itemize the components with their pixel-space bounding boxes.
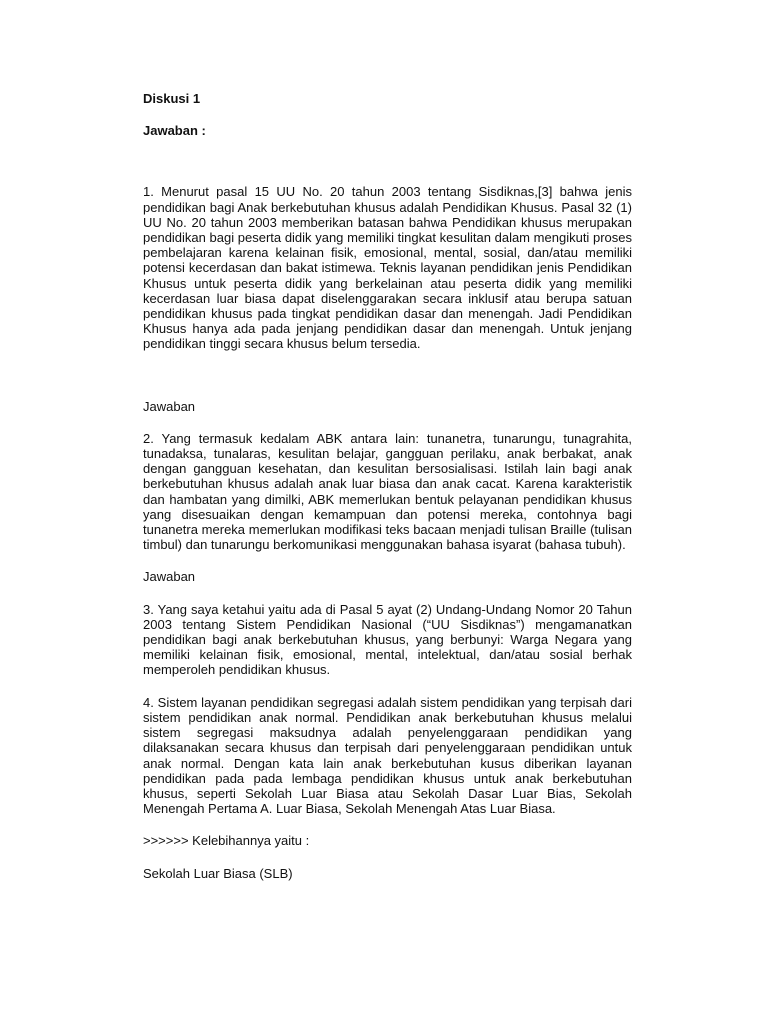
paragraph-answer-4: 4. Sistem layanan pendidikan segregasi adalah sistem pendidikan yang terpisah dari sistem pendidikan anak normal. Pendidikan anak berkebutuhan khusus melalui sistem segregasi maksudnya adalah penyelenggaraan pendidikan yang dilaksanakan secara khusus dan terpisah dari penyelenggaraan pendidikan untuk anak normal. Dengan kata lain anak berkebutuhan kusus diberikan layanan pendidikan pada pada lembaga pendidikan khusus untuk anak berkebutuhan khusus, seperti Sekolah Luar Biasa atau Sekolah Dasar Luar Bias, Sekolah Menengah Pertama A. Luar Biasa, Sekolah Menengah Atas Luar Biasa. bbox=[143, 694, 632, 817]
answer-heading: Jawaban : bbox=[143, 123, 206, 139]
spacer bbox=[143, 816, 632, 833]
spacer bbox=[143, 585, 632, 602]
paragraph-answer-1: 1. Menurut pasal 15 UU No. 20 tahun 2003 tentang Sisdiknas,[3] bahwa jenis pendidikan bagi Anak berkebutuhan khusus adalah Pendidikan Khusus. Pasal 32 (1) UU No. 20 tahun 2003 memberikan batasan bahwa Pendidikan khusus merupakan pendidikan bagi peserta didik yang memiliki tingkat kesulitan dalam mengikuti proses pembelajaran karena kelainan fisik, emosional, mental, sosial, dan/atau memiliki potensi kecerdasan dan bakat istimewa. Teknis layanan pendidikan jenis Pendidikan Khusus untuk peserta didik yang berkelainan atau peserta didik yang memiliki kecerdasan luar biasa dapat diselenggarakan secara inklusif atau berupa satuan pendidikan khusus pada tingkat pendidikan dasar dan menengah. Jadi Pendidikan Khusus hanya ada pada jenjang pendidikan dasar dan menengah. Untuk jenjang pendidikan tinggi secara khusus belum tersedia. bbox=[143, 184, 632, 352]
spacer bbox=[143, 414, 632, 431]
advantages-heading: >>>>>> Kelebihannya yaitu : bbox=[143, 833, 310, 849]
spacer bbox=[143, 352, 632, 399]
paragraph-answer-3: 3. Yang saya ketahui yaitu ada di Pasal 5 ayat (2) Undang-Undang Nomor 20 Tahun 2003 tentang Sistem Pendidikan Nasional (“UU Sisdiknas”) mengamanatkan pendidikan bagi anak berkebutuhan khusus, yang berbunyi: Warga Negara yang memiliki kelainan fisik, emosional, mental, intelektual, dan/atau sosial berhak memperoleh pendidikan khusus. bbox=[143, 601, 632, 678]
spacer bbox=[143, 106, 632, 123]
document-title: Diskusi 1 bbox=[143, 91, 201, 106]
spacer bbox=[143, 138, 632, 184]
label-jawaban-3: Jawaban bbox=[143, 569, 196, 585]
paragraph-answer-2: 2. Yang termasuk kedalam ABK antara lain: tunanetra, tunarungu, tunagrahita, tunadaksa, tunalaras, kesulitan belajar, gangguan perilaku, anak berbakat, anak dengan gangguan kesehatan, dan kesulitan bersosialisasi. Istilah lain bagi anak berkebutuhan khusus adalah anak luar biasa dan anak cacat. Karena karakteristik dan hambatan yang dimilki, ABK memerlukan bentuk pelayanan pendidikan khusus yang disesuaikan dengan kemampuan dan potensi mereka, contohnya bagi tunanetra mereka memerlukan modifikasi teks bacaan menjadi tulisan Braille (tulisan timbul) dan tunarungu berkomunikasi menggunakan bahasa isyarat (bahasa tubuh). bbox=[143, 430, 632, 553]
document-body bbox=[143, 91, 632, 881]
spacer bbox=[143, 678, 632, 695]
spacer bbox=[143, 849, 632, 866]
spacer bbox=[143, 552, 632, 569]
slb-heading: Sekolah Luar Biasa (SLB) bbox=[143, 865, 293, 881]
label-jawaban-2: Jawaban bbox=[143, 398, 196, 414]
